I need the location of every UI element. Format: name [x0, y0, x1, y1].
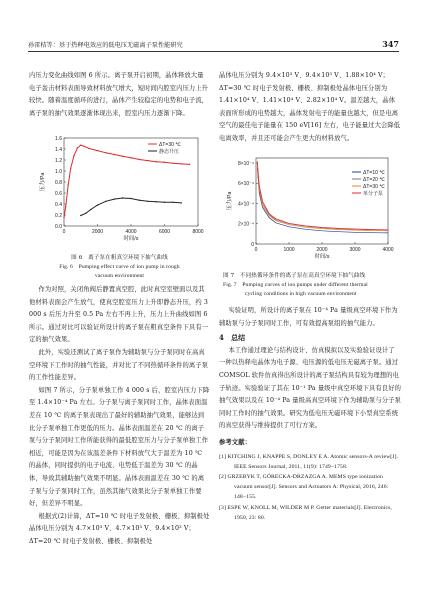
- data-point: [130, 198, 131, 199]
- right-bottom-text: [219, 305, 401, 523]
- data-point: [139, 200, 140, 201]
- section-4-heading: 4 总结: [219, 333, 246, 343]
- y-tick-label: 1.2: [55, 157, 62, 164]
- data-point: [63, 217, 64, 218]
- figure-6-caption-en-1: Fig. 6 Pumping effect curve of ion pump in rough: [59, 264, 180, 270]
- data-point: [172, 202, 173, 203]
- figure-6-caption: [29, 254, 210, 281]
- legend-label: 单分子泵: [363, 190, 384, 197]
- legend-label: ΔT=30 ℃: [159, 141, 181, 148]
- right-top-text: [219, 70, 401, 146]
- y-tick-label: 1.6: [55, 135, 62, 142]
- data-point: [88, 148, 89, 149]
- data-point: [164, 202, 165, 203]
- figure-7-caption-en-2: cycling conditions in high vacuum environment: [245, 291, 357, 297]
- reference-item: [1] KITCHING J, KNAPPE S, DONLEY E A. Atomic sensors-A review[J]. IEEE Sensors Journal, 2011, 11(9): 1749−1758.: [219, 453, 399, 470]
- data-point: [73, 155, 74, 156]
- data-point: [164, 162, 165, 163]
- y-tick-label: 0.2: [55, 212, 62, 219]
- x-tick-label: 4000: [382, 247, 394, 253]
- data-point: [97, 204, 98, 205]
- y-tick-label: 2×10⁻⁴: [237, 221, 254, 228]
- figure-6-caption-en-2: vacuum environment: [94, 273, 145, 279]
- y-tick-label: 0.6: [55, 190, 62, 197]
- x-tick-label: 2000: [316, 247, 328, 253]
- data-point: [155, 161, 156, 162]
- data-point: [77, 147, 78, 148]
- running-header: [28, 37, 399, 52]
- y-tick-label: 0.8: [55, 179, 62, 186]
- data-point: [80, 215, 81, 216]
- reference-item: [3] ESPE W, KNOLL M, WILDER M P. Getter materials[J]. Electronics, 1950, 23: 80.: [219, 504, 392, 521]
- reference-item: [2] GRZEBYK T, GÓRECKA-DRZAZGA A. MEMS type ionization vacuum sensor[J]. Sensors and Actuators A: Physical, 2016, 246: 148−155.: [219, 473, 389, 501]
- figure-7: [226, 152, 396, 264]
- series-line: [81, 198, 182, 216]
- data-point: [80, 145, 81, 146]
- data-point: [105, 201, 106, 202]
- data-point: [130, 157, 131, 158]
- x-tick-label: 4000: [125, 229, 137, 235]
- left-bottom-text: [29, 284, 210, 548]
- figure-6-caption-cn: 图 6 离子泵在粗真空环境下抽气曲线: [71, 255, 168, 261]
- references-heading: 参考文献：: [219, 438, 251, 446]
- data-point: [97, 150, 98, 151]
- x-axis-label: 时间/s: [314, 254, 330, 260]
- reference-list: [219, 452, 401, 523]
- data-point: [114, 198, 115, 199]
- paragraph: 根据式(2)计算，ΔT=10 ℃ 时电子发射极、栅极、抑制极处晶体电压分别为 4.7×10³ V、4.7×10³ V、9.4×10³ V；ΔT=20 ℃ 时电子发射极、栅极、抑制极处: [29, 512, 210, 545]
- y-tick-label: 0.0: [55, 223, 62, 230]
- data-point: [90, 209, 91, 210]
- figure-7-caption-cn: 图 7 不同热循环条件的离子泵在高真空环境下抽气曲线: [223, 273, 366, 279]
- data-point: [68, 184, 69, 185]
- legend-label: ΔT=30 ℃: [363, 183, 385, 190]
- x-tick-label: 1000: [283, 247, 295, 253]
- left-top-text: [29, 70, 210, 120]
- figure-7-chart: [226, 152, 396, 264]
- paragraph: 实验证明，所设计的离子泵在 10⁻⁴ Pa 量级真空环境下作为辅助泵与分子泵同时工作，可有效提高泵组的抽气能力。: [219, 307, 398, 327]
- paragraph: 内压力变化曲线如图 6 所示。离子泵开启初期，晶体释放大量电子轰击材料表面导致材料放气增大，短时间内腔室内压力上升较快。随着温度循环的进行，晶体产生较稳定的电势和电子流，离子泵的抽气效果逐渐体现出来，腔室内压力逐渐下降。: [29, 72, 209, 117]
- y-tick-label: 1.4: [55, 146, 62, 153]
- data-point: [114, 154, 115, 155]
- paragraph: 晶体电压分别为 9.4×10³ V、9.4×10³ V、1.88×10⁴ V；ΔT=30 ℃ 时电子发射极、栅极、抑制极处晶体电压分别为 1.41×10⁴ V、1.41×10⁴ V、2.82×10⁴ V。温差越大，晶体表面所形成的电势越大，晶体发射电子的能量也越大，但是电离空气的最佳电子能量在 150 eV[16] 左右，电子能量过大会降低电离效率，并且还可能会产生更大的材料放气。: [219, 72, 401, 142]
- paragraph: 如图 7 所示，分子泵单独工作 4 000 s 后，腔室内压力下降至 1.4×10⁻⁴ Pa 左右。分子泵与离子泵同时工作，晶体表面温差在 10 ℃ 的离子泵表现出了最好的辅助抽气效果，能够达到比分子泵单独工作更低的压力。晶体表面温差在 20 ℃ 的离子泵与分子泵同时工作所能获得的最低腔室压力与分子泵单独工作相近，可能是因为在该温差条件下材料放气大于温差为 10 ℃ 的晶体，同时提供的电子电流、电势低于温差为 30 ℃ 的晶体，导致其辅助抽气效果不明显。晶体表面温差在 30 ℃ 的离子泵与分子泵同时工作，虽然其抽气效果比分子泵单独工作要好，但差异不明显。: [29, 386, 210, 508]
- y-axis-label: 压力/Pa: [40, 172, 46, 192]
- legend-label: ΔT=20 ℃: [363, 176, 385, 183]
- data-point: [122, 156, 123, 157]
- figure-6: [36, 134, 206, 247]
- y-tick-label: 4×10⁻⁴: [237, 201, 254, 208]
- data-point: [70, 168, 71, 169]
- data-point: [122, 197, 123, 198]
- data-point: [85, 213, 86, 214]
- y-tick-label: 0: [251, 241, 254, 248]
- x-tick-label: 0: [254, 247, 258, 253]
- data-point: [172, 163, 173, 164]
- paragraph: 此外，实验还测试了离子泵作为辅助泵与分子泵同时在高真空环境下工作时的抽气性能，并对比了不同热循环条件的离子泵的工作性能差异。: [29, 348, 209, 382]
- figure-7-caption-en-1: Fig. 7 Pumping curves of ion pumps under different thermal: [223, 282, 368, 288]
- data-point: [147, 160, 148, 161]
- x-tick-label: 2000: [91, 229, 104, 235]
- figure-6-chart: [36, 134, 206, 247]
- data-point: [65, 206, 66, 207]
- data-point: [181, 202, 182, 203]
- data-point: [147, 201, 148, 202]
- y-tick-label: 0.4: [55, 201, 62, 208]
- data-point: [181, 163, 182, 164]
- legend-label: ΔT=10 ℃: [363, 169, 385, 176]
- x-axis-label: 时间/s: [123, 236, 139, 242]
- running-title: 孙雷桔等：基于热释电效应的低电压无磁离子泵性能研究: [28, 42, 183, 49]
- x-tick-label: 0: [62, 229, 66, 235]
- figure-7-caption: [219, 272, 401, 299]
- series-line: [64, 145, 190, 218]
- data-point: [83, 146, 84, 147]
- data-point: [189, 164, 190, 165]
- legend-label: 静态升压: [159, 148, 180, 155]
- data-point: [155, 201, 156, 202]
- y-tick-label: 1.0: [55, 168, 62, 175]
- x-tick-label: 3000: [349, 247, 361, 253]
- x-tick-label: 6000: [158, 229, 171, 235]
- y-tick-label: 6×10⁻⁴: [237, 181, 254, 188]
- paragraph: 作为对照，关闭角阀后静置真空腔，此时真空室壁面以及其他材料表面会产生放气，使真空腔室压力上升即静态升压，约 3 000 s 后压力升至 0.5 Pa 左右不再上升，压力上升曲线如图 6 所示。通过对比可以验证所设计的离子泵在粗真空条件下具有一定的抽气效果。: [29, 286, 209, 344]
- data-point: [105, 152, 106, 153]
- y-axis-label: 压力/Pa: [227, 191, 233, 211]
- paragraph: 本工作通过理论与结构设计、仿真模拟以及实验验证设计了一种以热释电晶体为电子源、电压源的低电压无磁离子泵。通过 COMSOL 软件仿真得出所设计的离子泵结构具有较为理想的电子轨迹。实验验证了其在 10⁻¹ Pa 量级中真空环境下具有良好的抽气效果以及在 10⁻⁴ Pa 量级高真空环境下作为辅助泵与分子泵同时工作时的抽气效果。研究为低电压无磁环境下小型真空系统的真空获得与维持提供了可行方案。: [219, 346, 401, 430]
- data-point: [139, 159, 140, 160]
- x-tick-label: 8000: [192, 229, 204, 235]
- y-tick-label: 8×10⁻⁴: [237, 160, 254, 167]
- page-number: 347: [382, 39, 399, 49]
